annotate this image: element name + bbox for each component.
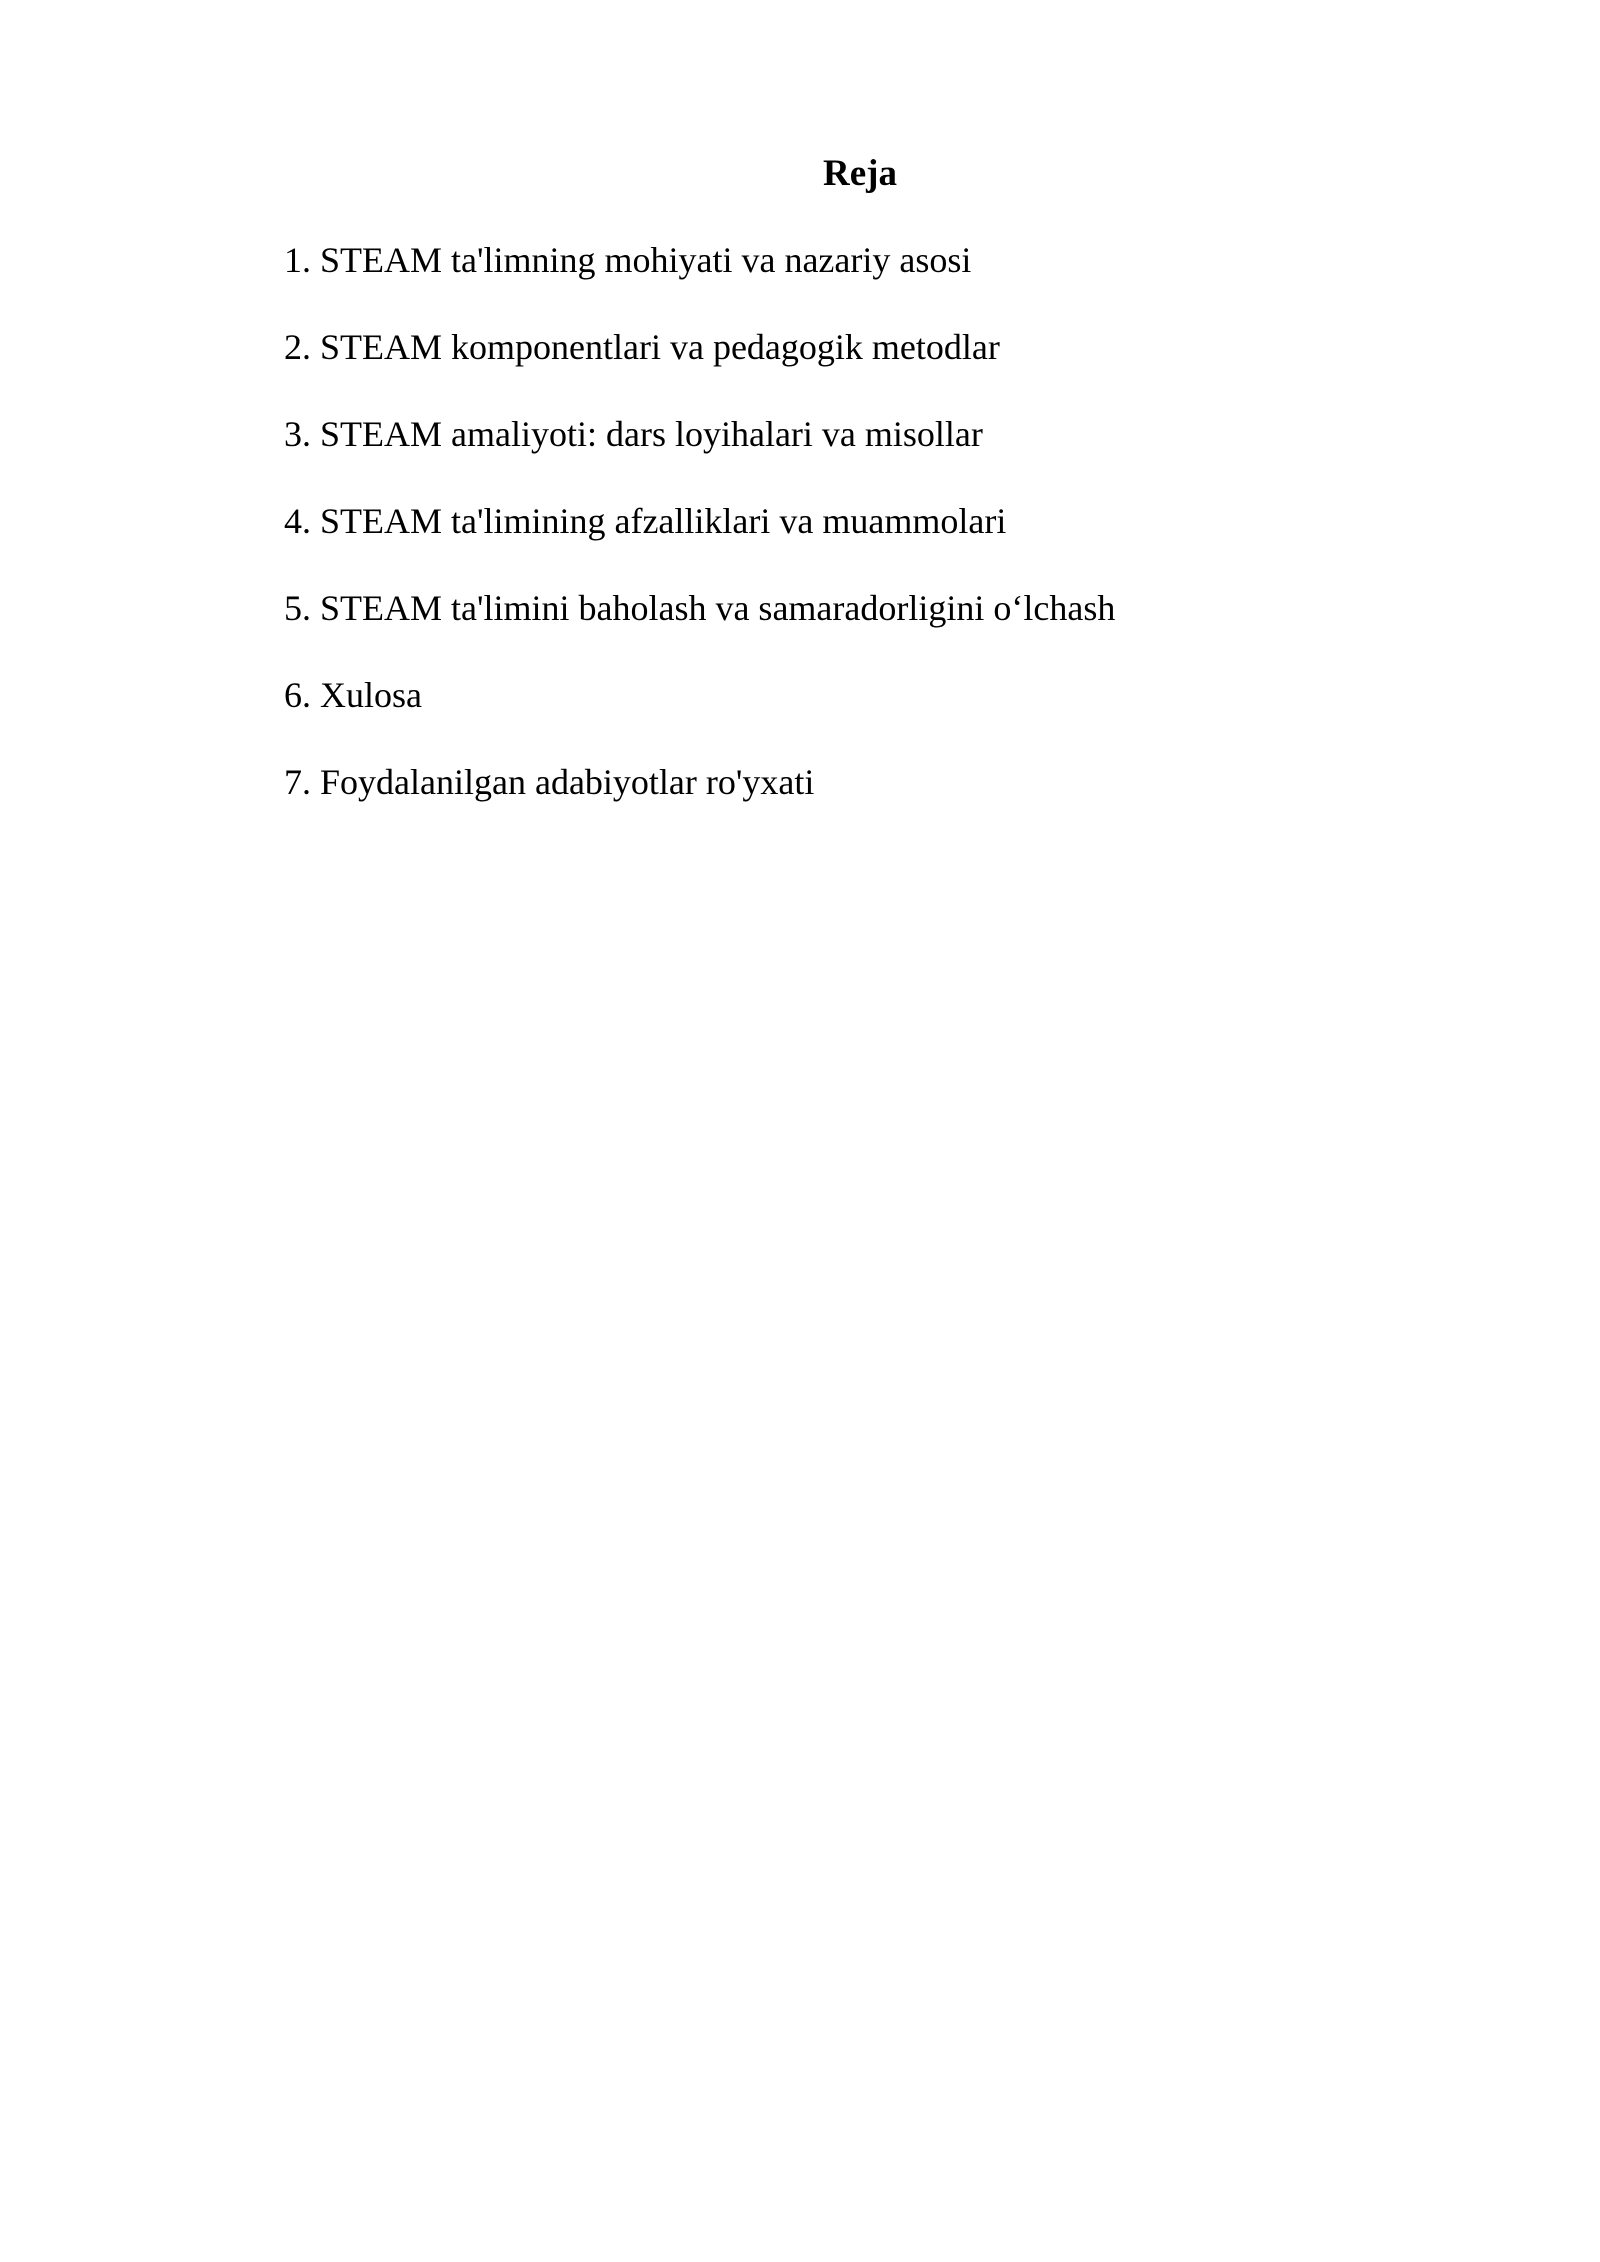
- plan-item-6: 6. Xulosa: [284, 675, 422, 715]
- page-title: Reja: [823, 153, 897, 194]
- plan-item-5: 5. STEAM ta'limini baholash va samaradorligini o‘lchash: [284, 588, 1116, 628]
- plan-list: [284, 238, 1384, 847]
- plan-item-4: 4. STEAM ta'limining afzalliklari va muammolari: [284, 501, 1007, 541]
- plan-item-2: 2. STEAM komponentlari va pedagogik metodlar: [284, 327, 1000, 367]
- plan-item-1: 1. STEAM ta'limning mohiyati va nazariy asosi: [284, 240, 972, 280]
- plan-item-3: 3. STEAM amaliyoti: dars loyihalari va misollar: [284, 414, 983, 454]
- plan-item-7: 7. Foydalanilgan adabiyotlar ro'yxati: [284, 762, 815, 802]
